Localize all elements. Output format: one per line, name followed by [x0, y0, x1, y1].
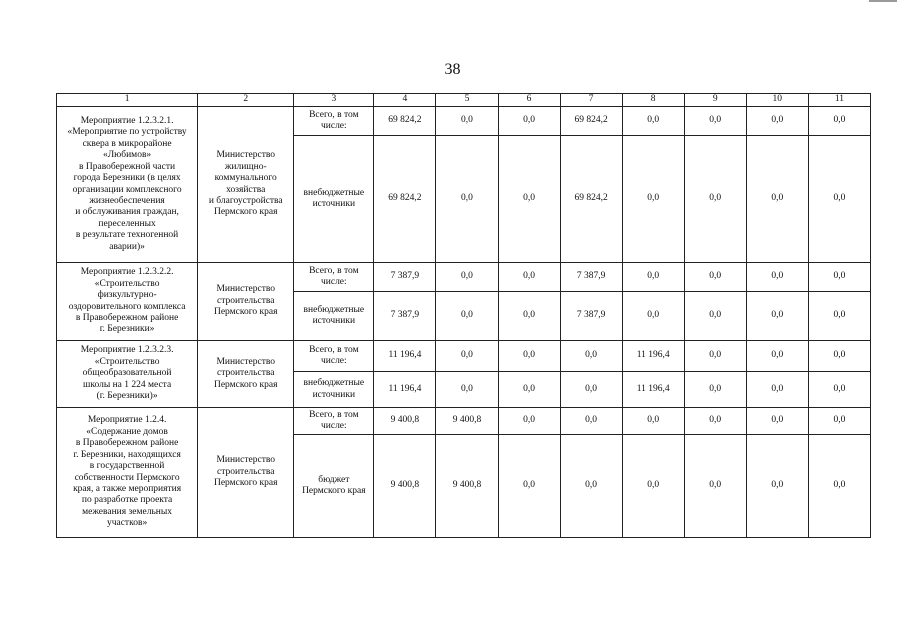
table-row [57, 408, 871, 435]
column-header: 9 [684, 94, 746, 107]
value-cell: 69 824,2 [560, 136, 622, 263]
value-cell: 7 387,9 [560, 292, 622, 341]
executor-cell: Министерство строительства Пермского края [198, 341, 294, 408]
page-number: 38 [444, 61, 461, 78]
value-cell: 0,0 [684, 408, 746, 435]
value-cell: 0,0 [808, 372, 870, 408]
column-header: 3 [294, 94, 374, 107]
value-cell: 0,0 [746, 263, 808, 292]
value-cell: 7 387,9 [374, 263, 436, 292]
value-cell: 0,0 [622, 435, 684, 538]
column-header: 6 [498, 94, 560, 107]
value-cell: 7 387,9 [560, 263, 622, 292]
value-cell: 0,0 [560, 341, 622, 372]
funding-source-cell: Всего, в том числе: [294, 107, 374, 136]
value-cell: 0,0 [436, 107, 498, 136]
value-cell: 11 196,4 [622, 372, 684, 408]
value-cell: 0,0 [436, 263, 498, 292]
scan-corner-mark [869, 0, 897, 2]
funding-source-cell: внебюджетные источники [294, 136, 374, 263]
value-cell: 0,0 [808, 408, 870, 435]
value-cell: 0,0 [746, 372, 808, 408]
value-cell: 0,0 [498, 408, 560, 435]
value-cell: 0,0 [808, 136, 870, 263]
value-cell: 0,0 [498, 136, 560, 263]
value-cell: 11 196,4 [374, 341, 436, 372]
value-cell: 9 400,8 [374, 435, 436, 538]
funding-source-cell: внебюджетные источники [294, 292, 374, 341]
value-cell: 0,0 [684, 372, 746, 408]
value-cell: 0,0 [746, 408, 808, 435]
value-cell: 69 824,2 [374, 107, 436, 136]
executor-cell: Министерство строительства Пермского края [198, 263, 294, 341]
value-cell: 0,0 [808, 107, 870, 136]
value-cell: 0,0 [808, 263, 870, 292]
value-cell: 0,0 [498, 435, 560, 538]
value-cell: 0,0 [622, 408, 684, 435]
value-cell: 0,0 [560, 435, 622, 538]
value-cell: 0,0 [622, 292, 684, 341]
value-cell: 0,0 [560, 372, 622, 408]
value-cell: 0,0 [746, 341, 808, 372]
column-header: 1 [57, 94, 198, 107]
value-cell: 69 824,2 [560, 107, 622, 136]
value-cell: 0,0 [436, 341, 498, 372]
value-cell: 11 196,4 [374, 372, 436, 408]
value-cell: 0,0 [746, 292, 808, 341]
funding-source-cell: Всего, в том числе: [294, 341, 374, 372]
value-cell: 0,0 [746, 435, 808, 538]
value-cell: 0,0 [808, 292, 870, 341]
table-row [57, 107, 871, 136]
table-row [57, 263, 871, 292]
value-cell: 0,0 [498, 372, 560, 408]
column-header: 11 [808, 94, 870, 107]
column-header: 10 [746, 94, 808, 107]
executor-cell: Министерство жилищно- коммунального хозяйства и благоустройства Пермского края [198, 107, 294, 263]
column-header: 2 [198, 94, 294, 107]
value-cell: 0,0 [498, 107, 560, 136]
value-cell: 9 400,8 [436, 435, 498, 538]
value-cell: 0,0 [436, 372, 498, 408]
header-row [57, 94, 871, 107]
value-cell: 0,0 [622, 136, 684, 263]
value-cell: 11 196,4 [622, 341, 684, 372]
value-cell: 0,0 [498, 292, 560, 341]
funding-source-cell: Всего, в том числе: [294, 408, 374, 435]
budget-table [56, 93, 871, 538]
value-cell: 0,0 [684, 136, 746, 263]
value-cell: 9 400,8 [436, 408, 498, 435]
value-cell: 0,0 [684, 435, 746, 538]
funding-source-cell: бюджет Пермского края [294, 435, 374, 538]
value-cell: 0,0 [684, 107, 746, 136]
event-name-cell: Мероприятие 1.2.3.2.3. «Строительство общеобразовательной школы на 1 224 места (г. Березники)» [57, 341, 198, 408]
table-row [57, 341, 871, 372]
value-cell: 0,0 [622, 263, 684, 292]
value-cell: 0,0 [808, 341, 870, 372]
column-header: 4 [374, 94, 436, 107]
event-name-cell: Мероприятие 1.2.3.2.2. «Строительство физкультурно- оздоровительного комплекса в Правобережном районе г. Березники» [57, 263, 198, 341]
column-header: 5 [436, 94, 498, 107]
value-cell: 0,0 [622, 107, 684, 136]
value-cell: 0,0 [746, 136, 808, 263]
funding-source-cell: внебюджетные источники [294, 372, 374, 408]
executor-cell: Министерство строительства Пермского края [198, 408, 294, 538]
event-name-cell: Мероприятие 1.2.3.2.1. «Мероприятие по устройству сквера в микрорайоне «Любимов» в Правобережной части города Березники (в целях организации комплексного жизнеобеспечения и обслуживания граждан, переселенных в результате техногенной аварии)» [57, 107, 198, 263]
value-cell: 0,0 [746, 107, 808, 136]
column-header: 7 [560, 94, 622, 107]
value-cell: 0,0 [684, 263, 746, 292]
value-cell: 0,0 [684, 292, 746, 341]
value-cell: 0,0 [498, 341, 560, 372]
event-name-cell: Мероприятие 1.2.4. «Содержание домов в Правобережном районе г. Березники, находящихся в государственной собственности Пермского края, а также мероприятия по разработке проекта межевания земельных участков» [57, 408, 198, 538]
value-cell: 9 400,8 [374, 408, 436, 435]
value-cell: 0,0 [684, 341, 746, 372]
value-cell: 0,0 [560, 408, 622, 435]
value-cell: 69 824,2 [374, 136, 436, 263]
column-header: 8 [622, 94, 684, 107]
value-cell: 0,0 [436, 136, 498, 263]
funding-source-cell: Всего, в том числе: [294, 263, 374, 292]
value-cell: 0,0 [498, 263, 560, 292]
value-cell: 7 387,9 [374, 292, 436, 341]
value-cell: 0,0 [808, 435, 870, 538]
value-cell: 0,0 [436, 292, 498, 341]
